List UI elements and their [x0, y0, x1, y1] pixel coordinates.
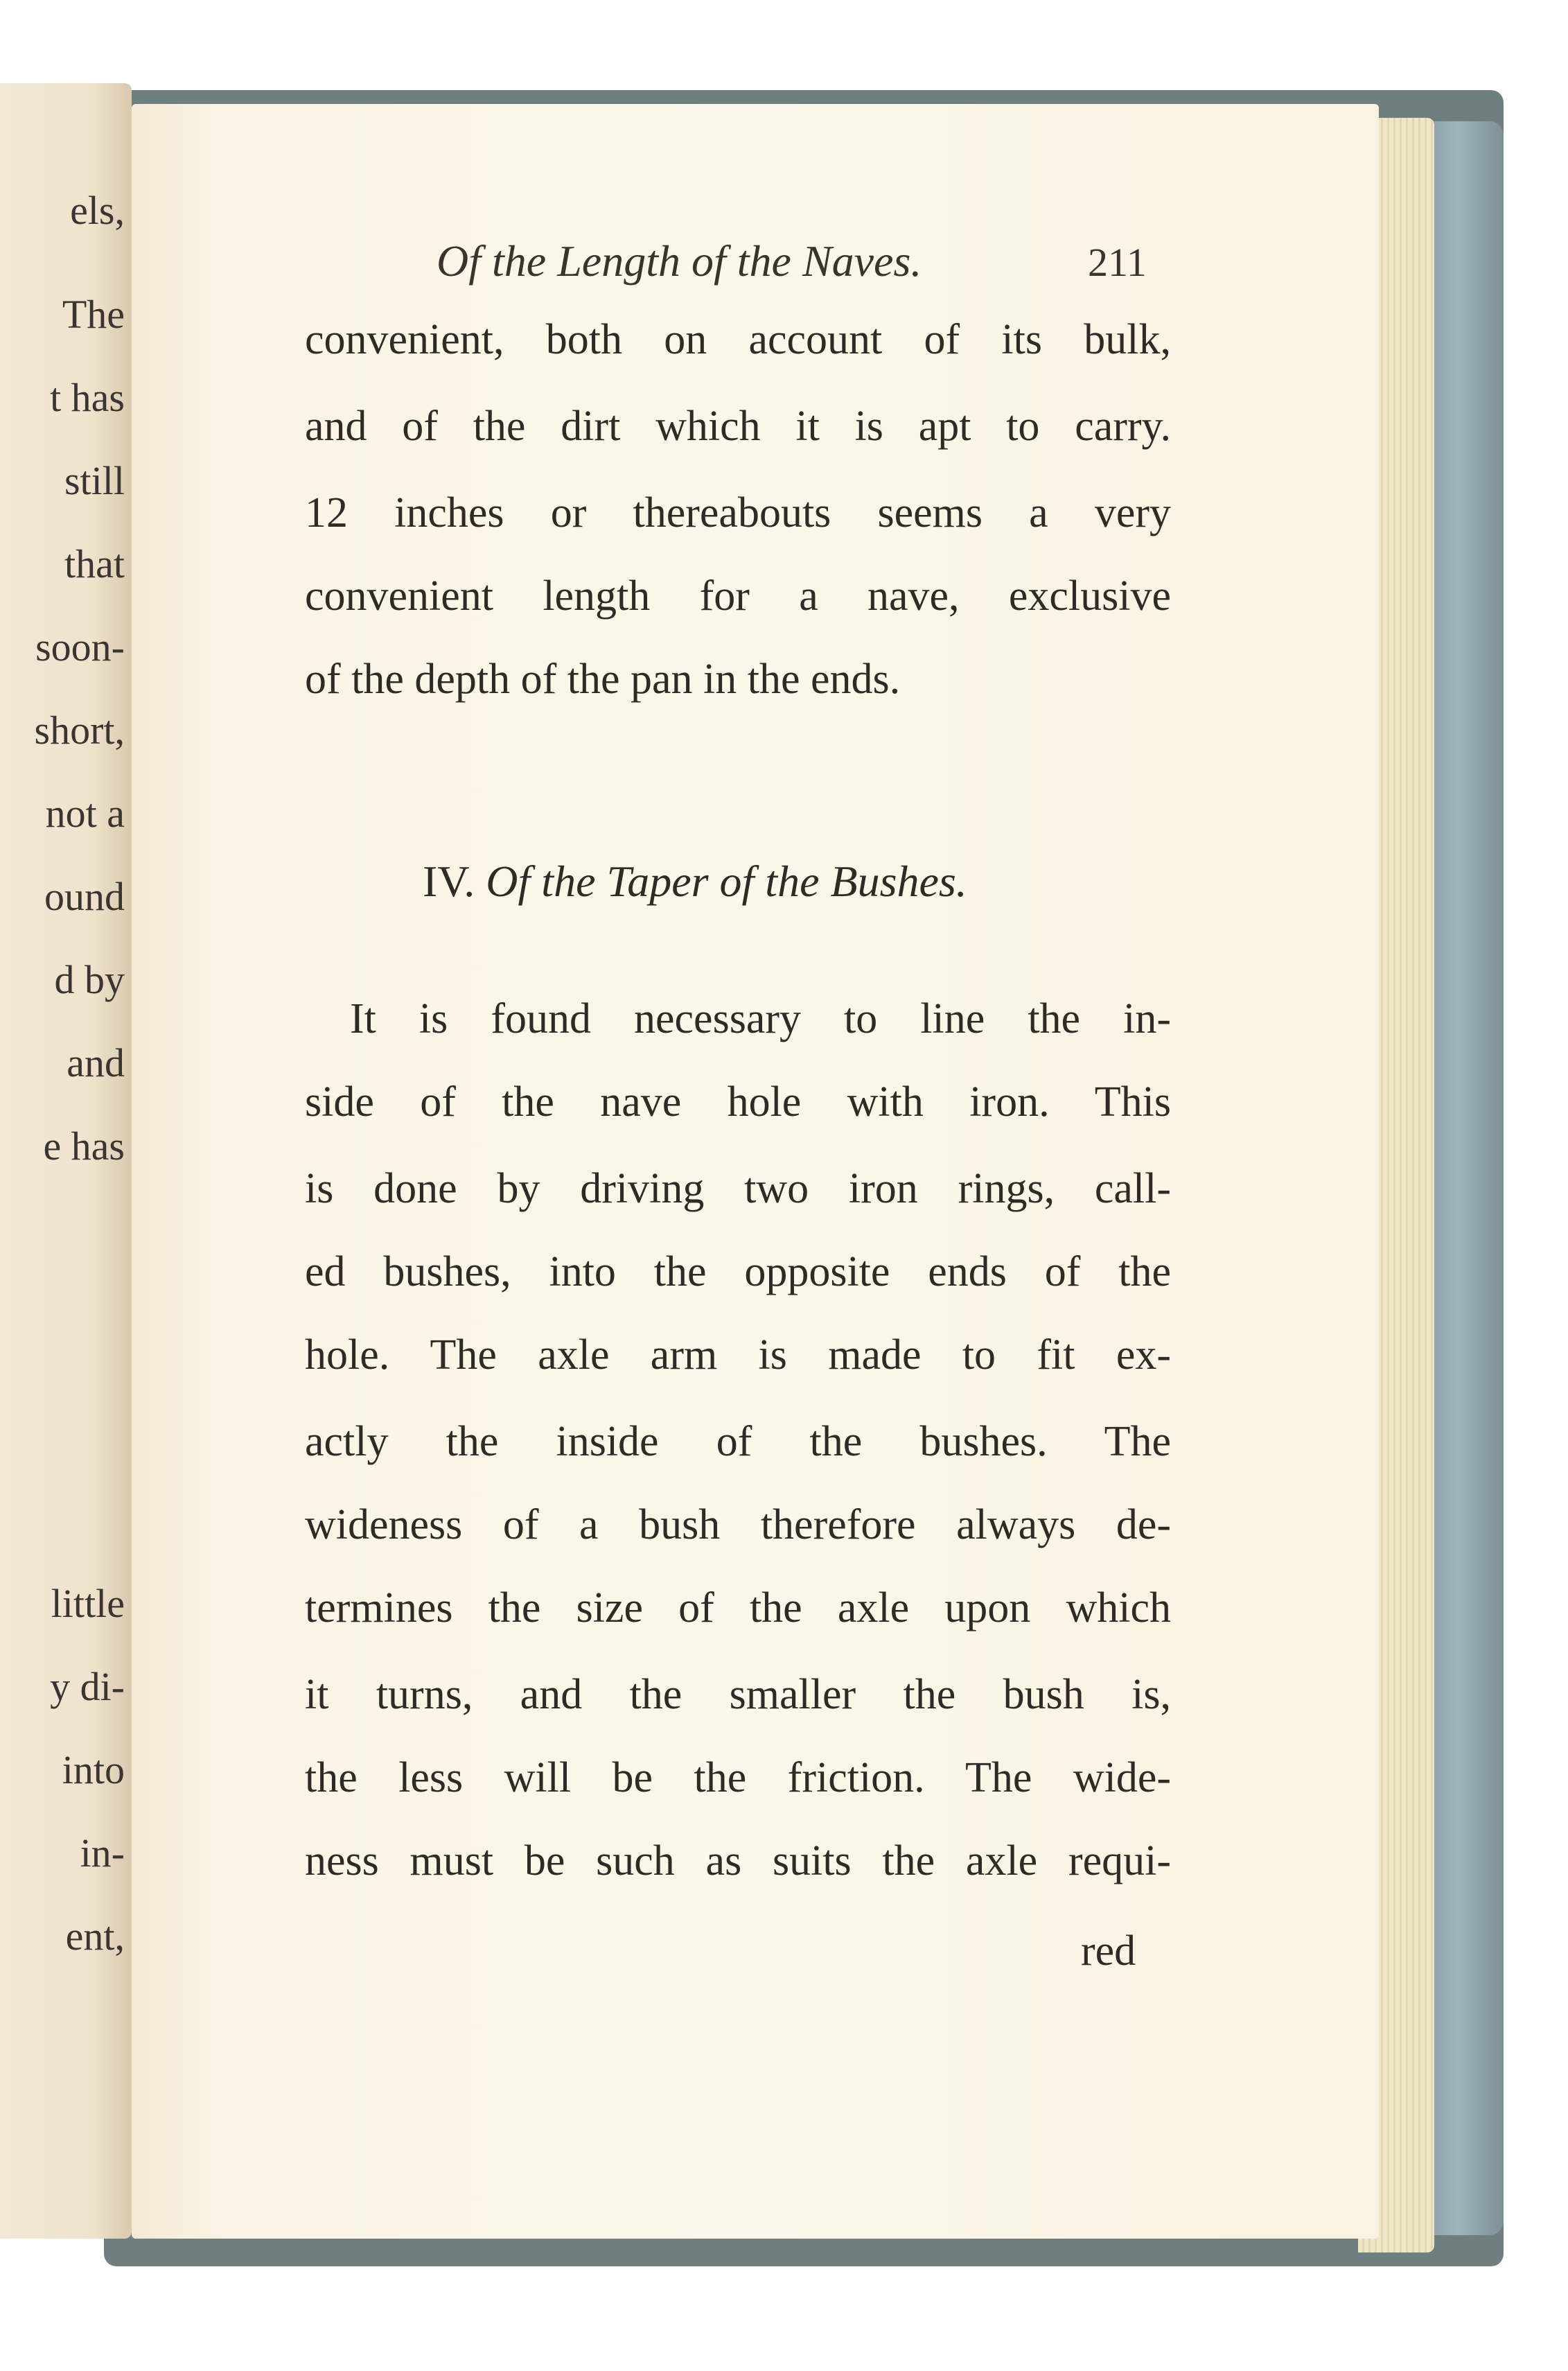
left-page-fragment: and [67, 1040, 125, 1085]
left-page-fragment: t has [50, 375, 125, 420]
text-line: the less will be the friction. The wide- [305, 1754, 1171, 1801]
left-facing-page [0, 83, 132, 2239]
left-page-fragment: d by [54, 957, 125, 1002]
page-number: 211 [1088, 240, 1147, 285]
text-line: actly the inside of the bushes. The [305, 1418, 1171, 1465]
text-line: hole. The axle arm is made to fit ex- [305, 1331, 1171, 1379]
left-page-fragment: The [62, 292, 125, 337]
left-page-fragment: ound [44, 874, 125, 919]
text-line: It is found necessary to line the in- [350, 995, 1171, 1042]
left-page-fragment: still [64, 458, 125, 503]
left-page-fragment: not a [45, 791, 125, 836]
text-line: ed bushes, into the opposite ends of the [305, 1248, 1171, 1295]
running-head: Of the Length of the Naves. [437, 236, 922, 286]
text-line: convenient length for a nave, exclusive [305, 572, 1171, 620]
left-page-fragment: y di- [50, 1664, 125, 1709]
section-heading [423, 856, 967, 907]
text-line: side of the nave hole with iron. This [305, 1078, 1171, 1126]
left-page-fragment: in- [80, 1830, 125, 1875]
text-line: is done by driving two iron rings, call- [305, 1165, 1171, 1212]
text-line: termines the size of the axle upon which [305, 1584, 1171, 1631]
text-line: 12 inches or thereabouts seems a very [305, 489, 1171, 536]
left-page-fragment: e has [43, 1123, 125, 1169]
left-page-fragment: that [64, 541, 125, 586]
text-line: of the depth of the pan in the ends. [305, 656, 901, 703]
catchword: red [1081, 1927, 1136, 1975]
left-page-fragment: soon- [35, 624, 125, 670]
left-page-fragment: into [62, 1747, 125, 1792]
left-page-fragment: little [51, 1581, 125, 1626]
text-line: ness must be such as suits the axle requi- [305, 1837, 1171, 1884]
text-line: wideness of a bush therefore always de- [305, 1501, 1171, 1548]
cover-spine-edge [1427, 121, 1504, 2235]
text-line: and of the dirt which it is apt to carry. [305, 403, 1171, 450]
left-page-fragment: ent, [65, 1914, 125, 1959]
left-page-fragment: short, [34, 708, 125, 753]
section-numeral: IV. [423, 857, 475, 906]
section-title: Of the Taper of the Bushes. [486, 857, 967, 906]
text-line: convenient, both on account of its bulk, [305, 316, 1171, 363]
left-page-fragment: els, [70, 188, 125, 233]
text-line: it turns, and the smaller the bush is, [305, 1671, 1171, 1718]
